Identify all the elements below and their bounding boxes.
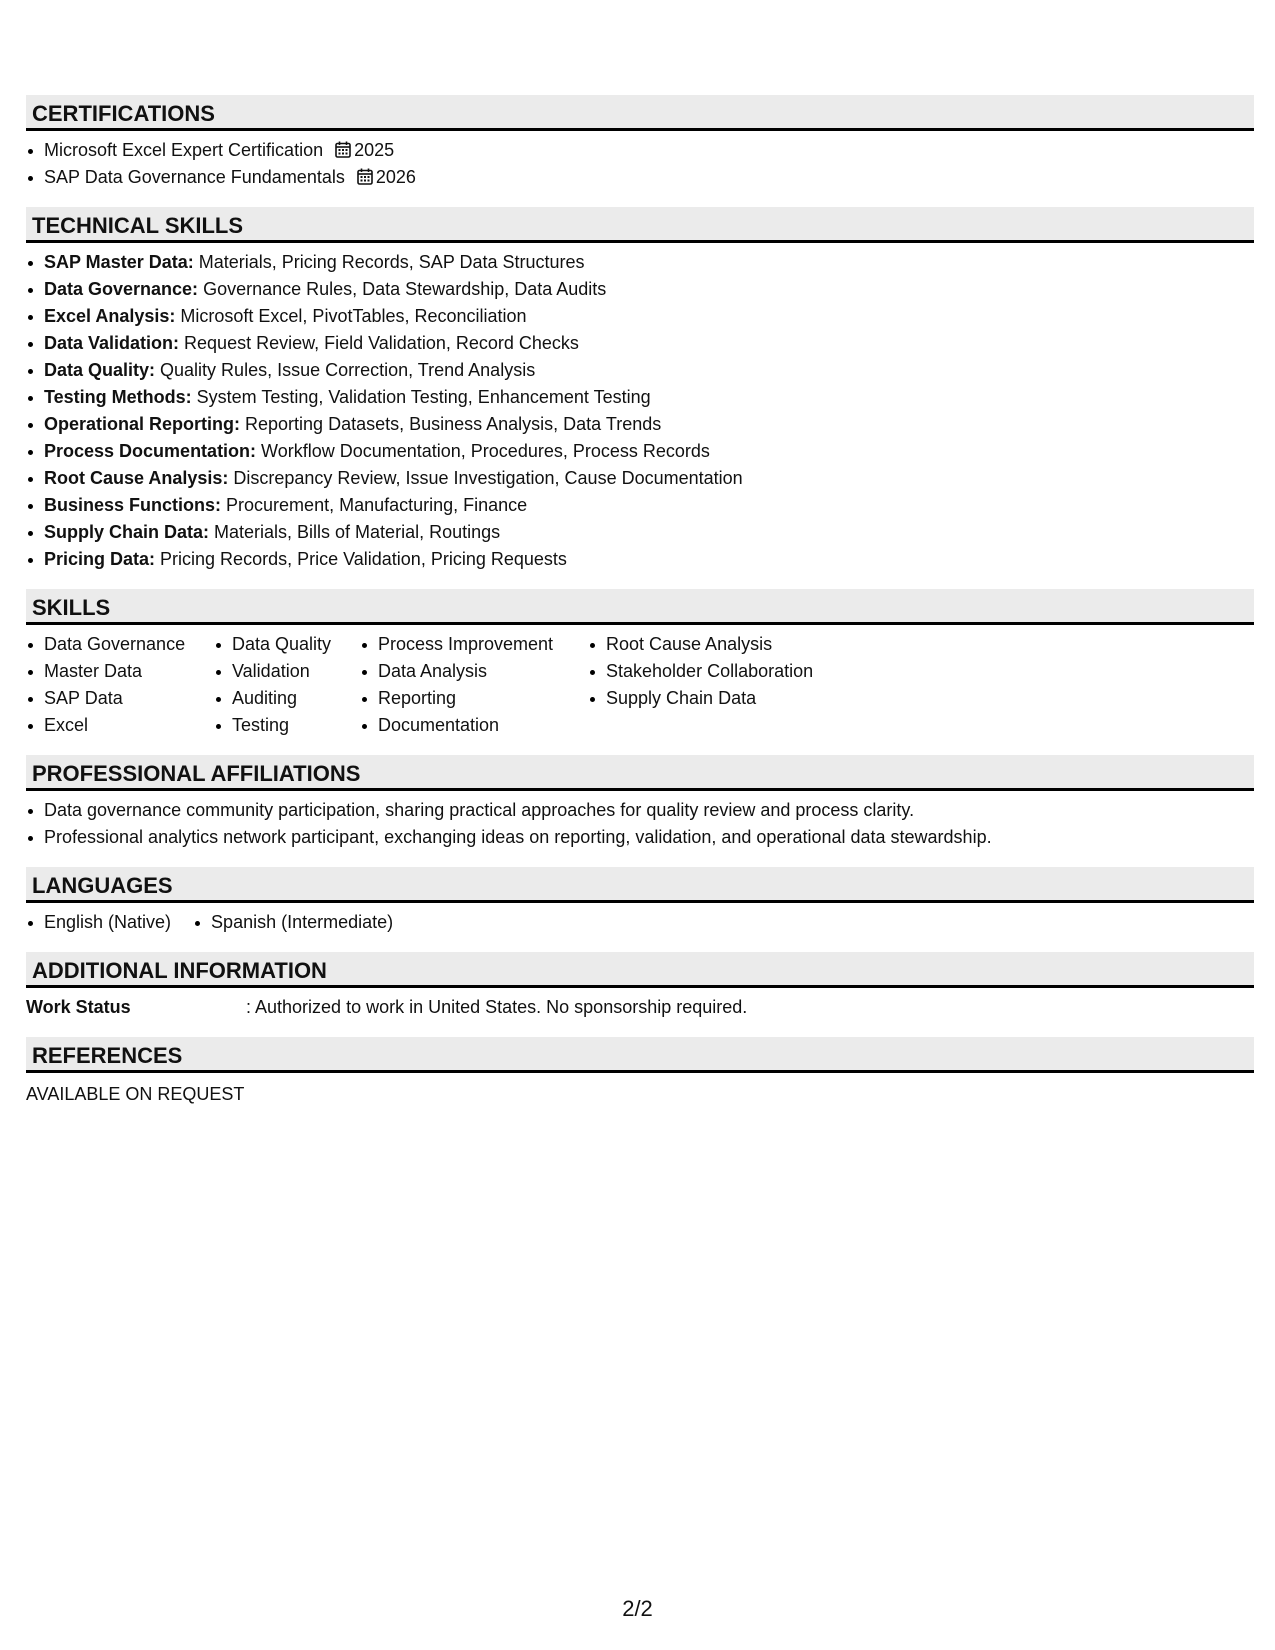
skill-item: Validation: [214, 658, 360, 685]
technical-skill-item: [26, 303, 1254, 330]
technical-skill-label: Operational Reporting:: [44, 414, 241, 434]
affiliation-item: Professional analytics network participant, exchanging ideas on reporting, validation, and operational data stewardship.: [26, 824, 1254, 851]
certification-name: SAP Data Governance Fundamentals: [44, 167, 345, 187]
technical-skill-label: Business Functions:: [44, 495, 222, 515]
technical-skill-label: Supply Chain Data:: [44, 522, 210, 542]
certification-year: 2025: [354, 140, 395, 160]
technical-skill-text: System Testing, Validation Testing, Enhancement Testing: [191, 387, 651, 407]
page-number: 2/2: [622, 1596, 653, 1621]
skill-item: Master Data: [26, 658, 214, 685]
skill-item: Documentation: [360, 712, 588, 739]
skills-column: [360, 631, 588, 739]
certification-item: [26, 137, 1254, 164]
technical-skill-item: [26, 384, 1254, 411]
technical-skill-item: [26, 249, 1254, 276]
language-item: Spanish (Intermediate): [193, 909, 393, 936]
section-header-affiliations: PROFESSIONAL AFFILIATIONS: [26, 755, 1254, 791]
technical-skill-label: Data Quality:: [44, 360, 156, 380]
skills-column: [26, 631, 214, 739]
technical-skill-text: Governance Rules, Data Stewardship, Data Audits: [198, 279, 607, 299]
section-header-skills: SKILLS: [26, 589, 1254, 625]
skill-item: Reporting: [360, 685, 588, 712]
skill-item: Auditing: [214, 685, 360, 712]
skill-item: SAP Data: [26, 685, 214, 712]
work-status-value: : Authorized to work in United States. No sponsorship required.: [246, 997, 748, 1017]
references-text: AVAILABLE ON REQUEST: [26, 1084, 245, 1104]
technical-skill-text: Materials, Bills of Material, Routings: [209, 522, 501, 542]
technical-skill-label: Root Cause Analysis:: [44, 468, 229, 488]
skills-column: [588, 631, 848, 739]
technical-skill-label: Pricing Data:: [44, 549, 156, 569]
skill-item: Testing: [214, 712, 360, 739]
section-header-references: REFERENCES: [26, 1037, 1254, 1073]
section-header-certifications: CERTIFICATIONS: [26, 95, 1254, 131]
technical-skill-text: Discrepancy Review, Issue Investigation, Cause Documentation: [228, 468, 743, 488]
skill-item: Data Governance: [26, 631, 214, 658]
affiliation-item: Data governance community participation, sharing practical approaches for quality review and process clarity.: [26, 797, 1254, 824]
affiliations-list: [26, 797, 1254, 851]
skill-item: Excel: [26, 712, 214, 739]
technical-skill-label: Process Documentation:: [44, 441, 257, 461]
technical-skills-list: [26, 249, 1254, 573]
technical-skill-item: [26, 411, 1254, 438]
technical-skill-item: [26, 330, 1254, 357]
skill-item: Data Analysis: [360, 658, 588, 685]
technical-skill-text: Request Review, Field Validation, Record Checks: [179, 333, 579, 353]
work-status-row: [26, 994, 1254, 1021]
technical-skill-text: Quality Rules, Issue Correction, Trend Analysis: [155, 360, 536, 380]
technical-skill-text: Reporting Datasets, Business Analysis, Data Trends: [240, 414, 662, 434]
technical-skill-label: Excel Analysis:: [44, 306, 176, 326]
technical-skill-label: Data Validation:: [44, 333, 180, 353]
certification-year: 2026: [375, 167, 416, 187]
skill-item: Supply Chain Data: [588, 685, 848, 712]
technical-skill-item: [26, 438, 1254, 465]
technical-skill-text: Procurement, Manufacturing, Finance: [221, 495, 528, 515]
skill-item: Process Improvement: [360, 631, 588, 658]
certifications-list: [26, 137, 1254, 191]
skills-column: [214, 631, 360, 739]
certification-item: [26, 164, 1254, 191]
technical-skill-label: SAP Master Data:: [44, 252, 194, 272]
section-header-technical-skills: TECHNICAL SKILLS: [26, 207, 1254, 243]
calendar-icon: [357, 166, 373, 193]
technical-skill-item: [26, 519, 1254, 546]
skill-item: Data Quality: [214, 631, 360, 658]
technical-skill-item: [26, 465, 1254, 492]
language-item: English (Native): [26, 909, 171, 936]
certification-name: Microsoft Excel Expert Certification: [44, 140, 324, 160]
skills-grid: [26, 631, 1254, 739]
technical-skill-text: Microsoft Excel, PivotTables, Reconciliation: [175, 306, 527, 326]
section-header-languages: LANGUAGES: [26, 867, 1254, 903]
skill-item: Stakeholder Collaboration: [588, 658, 848, 685]
work-status-label: Work Status: [26, 997, 131, 1017]
technical-skill-label: Testing Methods:: [44, 387, 192, 407]
technical-skill-text: Materials, Pricing Records, SAP Data Structures: [193, 252, 585, 272]
section-header-additional-information: ADDITIONAL INFORMATION: [26, 952, 1254, 988]
technical-skill-text: Pricing Records, Price Validation, Pricing Requests: [155, 549, 567, 569]
calendar-icon: [335, 139, 351, 166]
technical-skill-item: [26, 357, 1254, 384]
skill-item: Root Cause Analysis: [588, 631, 848, 658]
languages-list: [26, 909, 1254, 936]
technical-skill-item: [26, 546, 1254, 573]
technical-skill-text: Workflow Documentation, Procedures, Process Records: [256, 441, 710, 461]
technical-skill-item: [26, 276, 1254, 303]
resume-page: [26, 95, 1254, 1108]
technical-skill-label: Data Governance:: [44, 279, 199, 299]
technical-skill-item: [26, 492, 1254, 519]
